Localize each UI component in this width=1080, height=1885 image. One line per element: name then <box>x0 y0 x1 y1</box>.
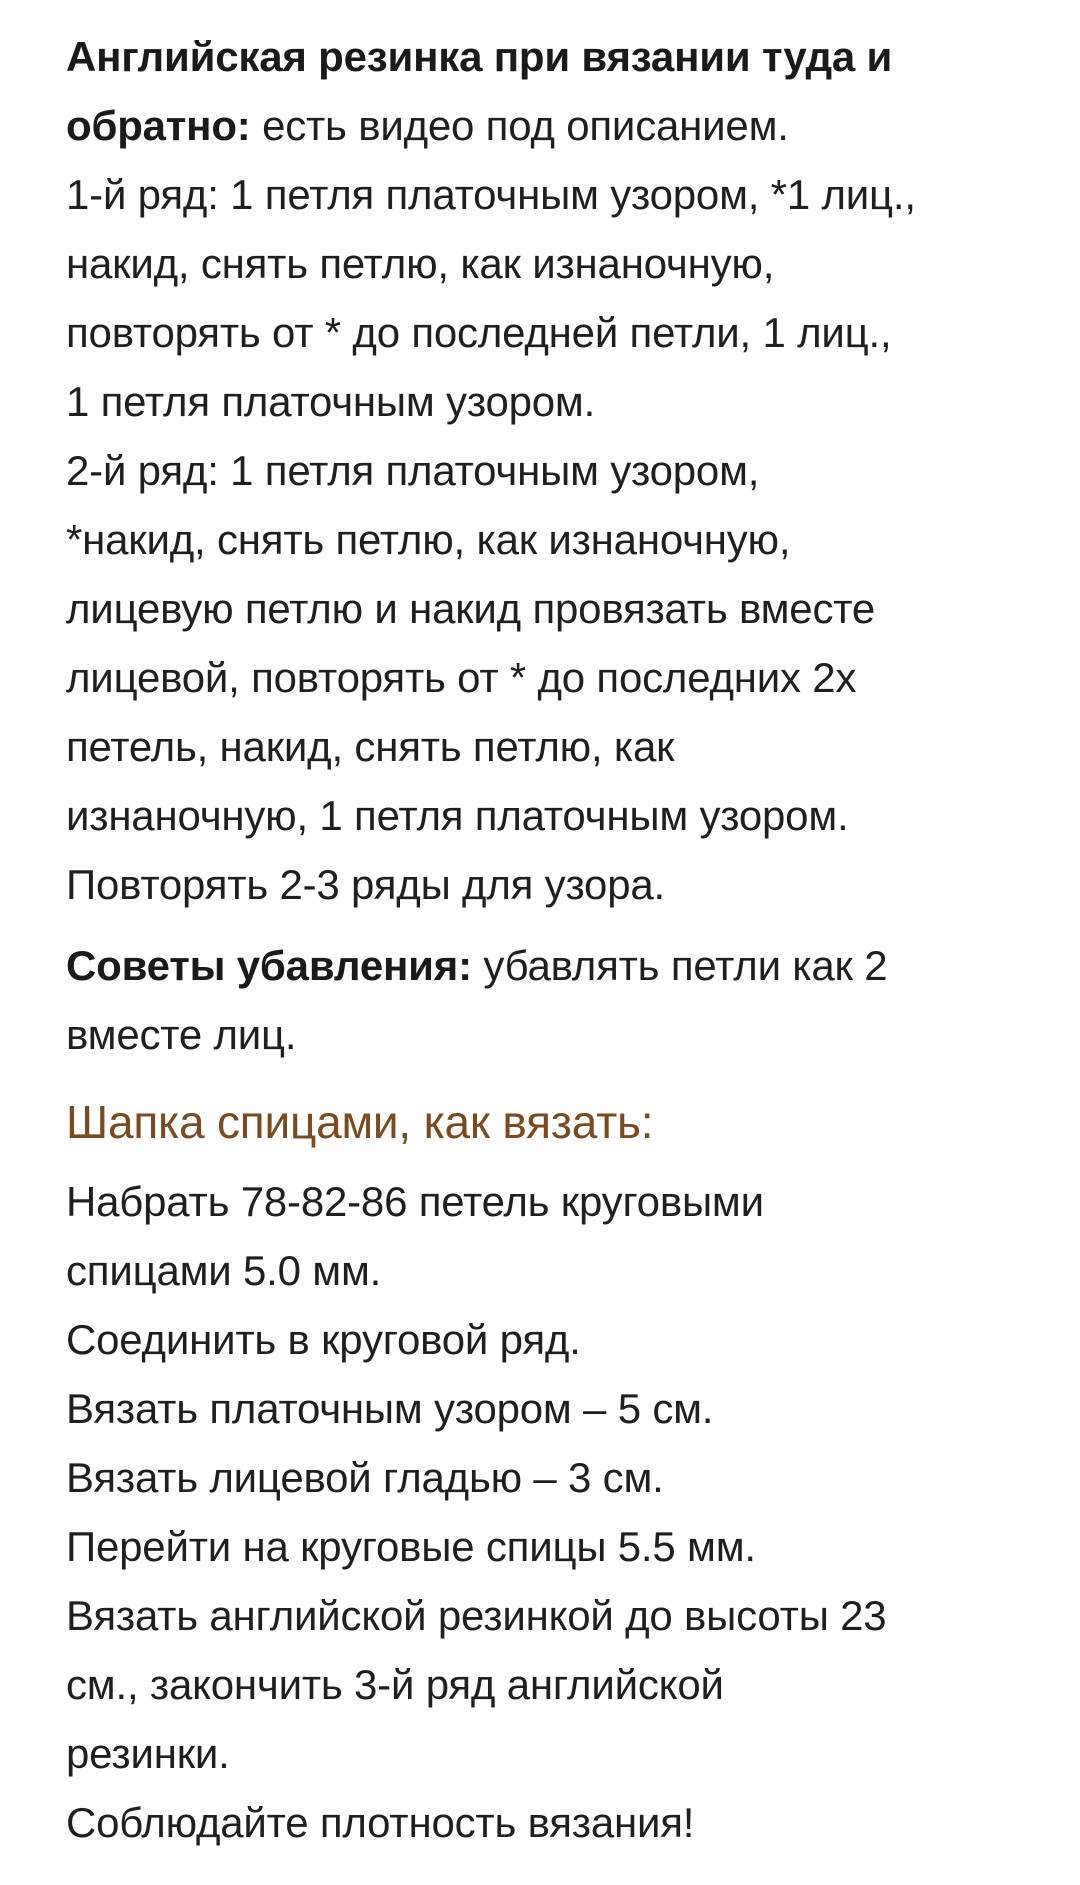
spacer <box>66 1069 1026 1083</box>
article-content <box>66 22 1026 1857</box>
spacer <box>66 919 1026 931</box>
english-rib-paragraph <box>66 22 1026 160</box>
english-rib-intro: есть видео под описанием. <box>250 102 789 149</box>
english-rib-title: Английская резинка при вязании туда и обратно: <box>66 33 893 149</box>
decrease-tips-title: Советы убавления: <box>66 942 472 989</box>
decrease-tips-text: убавлять петли как 2 вместе лиц. <box>66 942 888 1058</box>
hat-section-heading: Шапка спицами, как вязать: <box>66 1096 654 1148</box>
decrease-tips-paragraph <box>66 931 906 1069</box>
hat-instructions: Набрать 78-82-86 петель круговыми спицами 5.0 мм. Соединить в круговой ряд. Вязать платочным узором – 5 см. Вязать лицевой гладью – 3 см. Перейти на круговые спицы 5.5 мм. Вязать английской резинкой до высоты 23 см., закончить 3-й ряд английской резинки. Соблюдайте плотность вязания! <box>66 1178 887 1846</box>
english-rib-instructions: 1-й ряд: 1 петля платочным узором, *1 лиц., накид, снять петлю, как изнаночную, повторять от * до последней петли, 1 лиц., 1 петля платочным узором. 2-й ряд: 1 петля платочным узором, *накид, снять петлю, как изнаночную, лицевую петлю и накид провязать вместе лицевой, повторять от * до последних 2х петель, накид, снять петлю, как изнаночную, 1 петля платочным узором. Повторять 2-3 ряды для узора. <box>66 171 916 908</box>
